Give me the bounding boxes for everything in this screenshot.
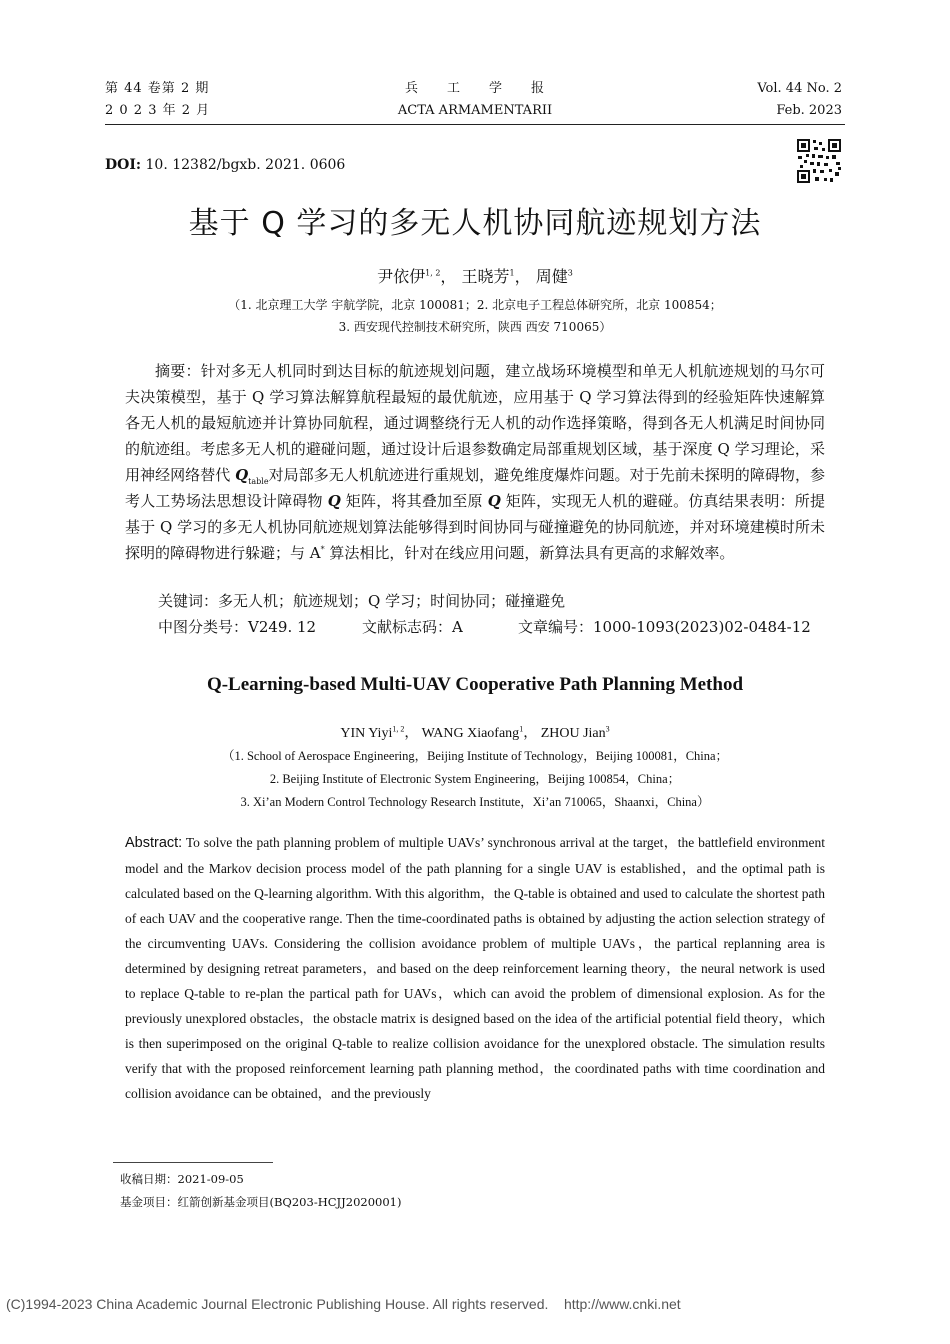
document-code: 文献标志码：A (362, 618, 463, 636)
volume-issue-cn: 第 44 卷第 2 期 (105, 81, 210, 96)
title-cn: 基于 Q 学习的多无人机协同航迹规划方法 (188, 206, 762, 241)
q-table-subscript: table (248, 477, 269, 486)
journal-title-cn: 兵 工 学 报 (404, 81, 545, 96)
fund-project: 基金项目：红箭创新基金项目(BQ203-HCJJ2020001) (120, 1195, 402, 1209)
header-rule (105, 124, 845, 125)
received-date: 收稿日期：2021-09-05 (120, 1172, 244, 1186)
keywords-cn: 关键词：多无人机；航迹规划；Q 学习；时间协同；碰撞避免 (158, 592, 566, 610)
abstract-cn-part-3: 矩阵，将其叠加至原 (340, 492, 488, 510)
journal-title-en: ACTA ARMAMENTARII (397, 103, 553, 118)
q-symbol: Q (487, 492, 501, 510)
author-en-sep-1: ， (404, 726, 419, 741)
author-en-1: YIN Yiyi (340, 726, 393, 741)
title-en: Q-Learning-based Multi-UAV Cooperative Path Planning Method (206, 674, 744, 695)
abstract-cn (125, 358, 825, 566)
authors-cn (0, 264, 950, 287)
volume-issue-en: Vol. 44 No. 2 (757, 81, 842, 96)
clc-number: 中图分类号：V249. 12 (158, 618, 317, 636)
abstract-cn-part-5: 算法相比，针对在线应用问题，新算法具有更高的求解效率。 (324, 544, 735, 562)
author-en-1-sup: 1, 2 (392, 724, 405, 734)
author-cn-2-sup: 1 (509, 268, 515, 278)
author-cn-1: 尹依伊 (377, 267, 426, 286)
abstract-en (125, 830, 825, 1106)
author-en-sep-2: ， (523, 726, 538, 741)
q-symbol: Q (327, 492, 341, 510)
doi-value: 10. 12382/bgxb. 2021. 0606 (145, 157, 346, 173)
author-en-3-sup: 3 (605, 724, 610, 734)
author-en-3: ZHOU Jian (540, 726, 606, 741)
author-cn-sep-2: ， (514, 267, 531, 286)
qr-code-icon (796, 138, 842, 184)
affiliation-en-line: 2. Beijing Institute of Electronic System Engineering，Beijing 100854，China； (269, 772, 681, 786)
abstract-en-text: To solve the path planning problem of multiple UAVs’ synchronous arrival at the target，the battlefield environment model and the Markov decision process model of the path planning for a single UAV is established，and the optimal path is calculated based on the Q-learning algorithm. With this algorithm，the Q-table is obtained and used to calculate the shortest path of each UAV and the cooperative range. Then the time-coordinated paths is obtained by adjusting the action selection strategy of the circumventing UAVs. Considering the collision avoidance problem of multiple UAVs，the partical replanning area is determined by designing retreat parameters，and based on the deep reinforcement learning theory，the neural network is used to replace Q-table to re-plan the partical path for UAVs，which can avoid the problem of dimensional explosion. As for the previously unexplored obstacles，the obstacle matrix is designed based on the idea of the artificial potential field theory，which is then superimposed on the original Q-table to realize collision avoidance for the unexplored obstacle. The simulation results verify that with the proposed reinforcement learning path planning method，the coordinated paths with time coordination and collision avoidance can be obtained，and the previously (125, 835, 825, 1101)
date-en: Feb. 2023 (776, 103, 842, 118)
author-cn-1-sup: 1, 2 (425, 268, 441, 278)
copyright-line: (C)1994-2023 China Academic Journal Electronic Publishing House. All rights reserved. http://www.cnki.net (6, 1296, 681, 1312)
doi-label: DOI: (105, 157, 142, 173)
a-star-sup: * (320, 545, 325, 554)
affiliation-cn-line: （1. 北京理工大学 宇航学院，北京 100081；2. 北京电子工程总体研究所，北京 100854； (228, 298, 722, 312)
author-cn-3-sup: 3 (567, 268, 573, 278)
authors-en (0, 722, 950, 742)
q-symbol: Q (235, 466, 249, 484)
article-number: 文章编号：1000-1093(2023)02-0484-12 (518, 618, 811, 636)
abstract-cn-part-2: 对局部多无人机航迹进行重规划，避免维度爆炸问题。对于先前未探明的障碍物，参考人工势场法思想设计障碍物 (125, 466, 825, 510)
affiliations-cn (0, 294, 950, 338)
affiliation-cn-line: 3. 西安现代控制技术研究所，陕西 西安 710065） (338, 320, 612, 334)
date-cn: 2 0 2 3 年 2 月 (105, 103, 211, 118)
author-en-2-sup: 1 (519, 724, 524, 734)
footnote-rule (113, 1162, 273, 1163)
affiliations-en (0, 745, 950, 814)
abstract-cn-part-4: 矩阵，实现无人机的避碰。仿真结果表明：所提基于 Q 学习的多无人机协同航迹规划算法能够得到时间协同与碰撞避免的协同航迹，并对环境建模时所未探明的障碍物进行躲避；与 A (125, 492, 825, 562)
author-cn-2: 王晓芳 (461, 267, 510, 286)
abstract-cn-part-1: 摘要：针对多无人机同时到达目标的航迹规划问题，建立战场环境模型和单无人机航迹规划的马尔可夫决策模型，基于 Q 学习算法解算航程最短的最优航迹，应用基于 Q 学习算法得到的经验矩阵快速解算各无人机的最短航迹并计算协同航程，通过调整绕行无人机的动作选择策略，得到各无人机满足时间协同的航迹组。考虑多无人机的避碰问题，通过设计后退参数确定局部重规划区域，基于深度 Q 学习理论，采用神经网络替代 (125, 362, 825, 484)
author-cn-sep-1: ， (440, 267, 457, 286)
author-en-2: WANG Xiaofang (421, 726, 520, 741)
affiliation-en-line: （1. School of Aerospace Engineering，Beijing Institute of Technology，Beijing 100081，China； (221, 749, 729, 763)
doi (105, 157, 345, 173)
affiliation-en-line: 3. Xi’an Modern Control Technology Research Institute，Xi’an 710065，Shaanxi，China） (240, 795, 710, 809)
abstract-en-label: Abstract: (125, 835, 183, 851)
author-cn-3: 周健 (535, 267, 568, 286)
